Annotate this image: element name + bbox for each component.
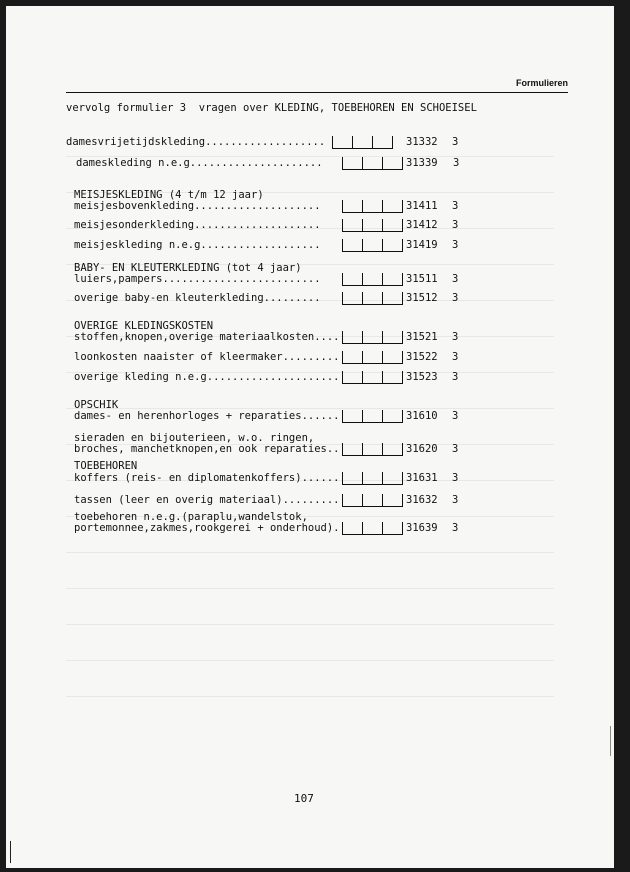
- row-code: 31639: [406, 522, 438, 534]
- row-level: 3: [452, 443, 459, 455]
- form-row: [74, 371, 494, 385]
- form-row: [74, 472, 494, 486]
- form-row: [76, 157, 496, 171]
- row-code: 31511: [406, 273, 438, 285]
- form-title: vervolg formulier 3 vragen over KLEDING, TOEBEHOREN EN SCHOEISEL: [66, 102, 477, 114]
- row-label: broches, manchetknopen,en ook reparaties..: [74, 443, 340, 455]
- row-label: dames- en herenhorloges + reparaties......: [74, 410, 340, 422]
- row-level: 3: [452, 410, 459, 422]
- answer-boxes[interactable]: [342, 219, 406, 232]
- row-code: 31631: [406, 472, 438, 484]
- form-row: [74, 239, 494, 253]
- row-label: loonkosten naaister of kleermaker.........: [74, 351, 340, 363]
- row-code: 31610: [406, 410, 438, 422]
- row-code: 31339: [406, 157, 438, 169]
- form-row: [74, 331, 494, 345]
- row-level: 3: [452, 494, 459, 506]
- row-code: 31332: [406, 136, 438, 148]
- answer-boxes[interactable]: [342, 200, 406, 213]
- row-level: 3: [452, 273, 459, 285]
- row-level: 3: [452, 219, 459, 231]
- form-row: [74, 443, 494, 457]
- form-row: [74, 522, 494, 536]
- row-level: 3: [452, 239, 459, 251]
- answer-boxes[interactable]: [342, 494, 406, 507]
- form-row: [74, 219, 494, 233]
- row-level: 3: [452, 136, 459, 148]
- row-level: 3: [452, 351, 459, 363]
- answer-boxes[interactable]: [342, 472, 406, 485]
- group-heading-toebehoren: TOEBEHOREN: [74, 460, 138, 472]
- row-level: 3: [452, 371, 459, 383]
- row-code: 31521: [406, 331, 438, 343]
- answer-boxes[interactable]: [342, 351, 406, 364]
- row-level: 3: [452, 331, 459, 343]
- row-label-first-line: sieraden en bijouterieen, w.o. ringen,: [74, 432, 315, 444]
- row-code: 31512: [406, 292, 438, 304]
- row-level: 3: [452, 200, 459, 212]
- row-code: 31412: [406, 219, 438, 231]
- page-number: 107: [294, 792, 314, 805]
- row-code: 31419: [406, 239, 438, 251]
- answer-boxes[interactable]: [342, 157, 406, 170]
- group-heading-baby: BABY- EN KLEUTERKLEDING (tot 4 jaar): [74, 262, 302, 274]
- answer-boxes[interactable]: [342, 443, 406, 456]
- answer-boxes[interactable]: [342, 410, 406, 423]
- answer-boxes[interactable]: [342, 371, 406, 384]
- answer-boxes[interactable]: [342, 239, 406, 252]
- group-heading-girls: MEISJESKLEDING (4 t/m 12 jaar): [74, 189, 264, 201]
- row-level: 3: [452, 522, 459, 534]
- row-label: meisjesbovenkleding....................: [74, 200, 321, 212]
- row-level: 3: [453, 157, 460, 169]
- row-label: stoffen,knopen,overige materiaalkosten....: [74, 331, 340, 343]
- form-row: [74, 292, 494, 306]
- row-code: 31632: [406, 494, 438, 506]
- answer-boxes[interactable]: [342, 522, 406, 535]
- document-page: [6, 6, 614, 868]
- form-row: [66, 136, 486, 150]
- row-code: 31523: [406, 371, 438, 383]
- row-label: dameskleding n.e.g.....................: [76, 157, 323, 169]
- row-label: portemonnee,zakmes,rookgerei + onderhoud).: [74, 522, 340, 534]
- section-label: Formulieren: [515, 78, 568, 88]
- row-label: meisjesonderkleding....................: [74, 219, 321, 231]
- row-label: overige kleding n.e.g.....................: [74, 371, 340, 383]
- form-row: [74, 410, 494, 424]
- answer-boxes[interactable]: [342, 331, 406, 344]
- section-header: [66, 80, 568, 93]
- row-label: damesvrijetijdskleding...................: [66, 136, 326, 148]
- form-row: [74, 351, 494, 365]
- group-heading-opschik: OPSCHIK: [74, 399, 119, 411]
- form-row: [74, 273, 494, 287]
- row-level: 3: [452, 292, 459, 304]
- scan-edge-mark: [10, 841, 11, 863]
- answer-boxes[interactable]: [332, 136, 396, 149]
- row-label: meisjeskleding n.e.g...................: [74, 239, 321, 251]
- form-row: [74, 200, 494, 214]
- form-row: [74, 494, 494, 508]
- answer-boxes[interactable]: [342, 273, 406, 286]
- row-label: tassen (leer en overig materiaal).........: [74, 494, 340, 506]
- answer-boxes[interactable]: [342, 292, 406, 305]
- scan-edge-mark: [610, 726, 611, 756]
- row-label: koffers (reis- en diplomatenkoffers)......: [74, 472, 340, 484]
- row-code: 31522: [406, 351, 438, 363]
- row-code: 31411: [406, 200, 438, 212]
- row-label-first-line: toebehoren n.e.g.(paraplu,wandelstok,: [74, 511, 308, 523]
- row-label: luiers,pampers.........................: [74, 273, 321, 285]
- row-level: 3: [452, 472, 459, 484]
- row-label: overige baby-en kleuterkleding.........: [74, 292, 321, 304]
- row-code: 31620: [406, 443, 438, 455]
- group-heading-other-costs: OVERIGE KLEDINGSKOSTEN: [74, 320, 214, 332]
